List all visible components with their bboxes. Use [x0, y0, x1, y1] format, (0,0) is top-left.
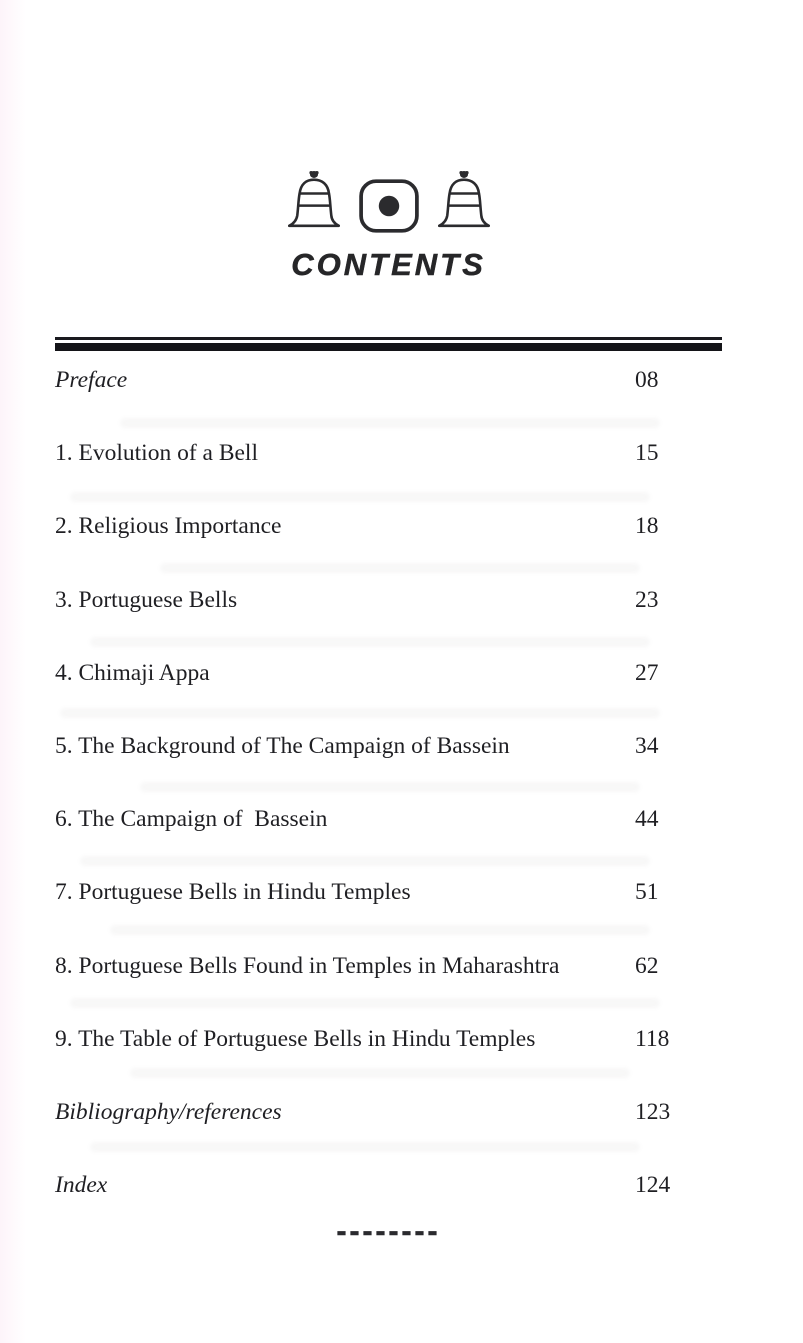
toc-entry-label: 7. Portuguese Bells in Hindu Temples	[55, 879, 411, 906]
toc-entry-label: 1. Evolution of a Bell	[55, 440, 258, 467]
toc-entry	[55, 439, 722, 512]
toc-entry-page: 123	[635, 1098, 671, 1125]
dot-square-icon	[358, 178, 420, 234]
toc-entry	[55, 805, 722, 878]
footer-dashes: --------	[336, 1215, 441, 1248]
toc-entry-label: 5. The Background of The Campaign of Bassein	[55, 732, 510, 759]
bell-icon	[288, 167, 340, 235]
toc-entry	[55, 586, 722, 659]
toc-entry-page: 62	[635, 952, 659, 979]
toc-entry-label: 4. Chimaji Appa	[55, 659, 210, 686]
toc-entry	[55, 1098, 722, 1171]
toc-entry-label: Index	[55, 1172, 108, 1199]
toc-entry-label: 2. Religious Importance	[55, 513, 282, 540]
page-title: CONTENTS	[291, 247, 486, 282]
toc-entry-page: 44	[635, 806, 659, 833]
toc-entry	[55, 732, 722, 805]
toc-entry-page: 18	[635, 513, 659, 540]
toc-entry	[55, 659, 722, 732]
toc-entry-label: Bibliography/references	[55, 1098, 282, 1125]
toc-entry-page: 34	[635, 732, 659, 759]
toc-entry-page: 08	[635, 367, 659, 393]
divider-rule-thin	[55, 337, 722, 340]
toc-entry-label: Preface	[55, 367, 128, 393]
header-decoration	[55, 163, 722, 235]
toc-entry-page: 118	[635, 1025, 670, 1052]
divider-rule-thick	[55, 343, 722, 351]
toc-entry	[55, 366, 722, 439]
toc-entry-label: 3. Portuguese Bells	[55, 586, 238, 613]
toc-entry	[55, 878, 722, 951]
toc-entry-label: 6. The Campaign of Bassein	[55, 806, 328, 833]
toc-entry-label: 9. The Table of Portuguese Bells in Hindu Temples	[55, 1025, 536, 1052]
toc-entry-page: 124	[635, 1172, 671, 1199]
toc-entry-label: 8. Portuguese Bells Found in Temples in Maharashtra	[55, 952, 560, 979]
toc-entry	[55, 512, 722, 585]
toc-entry	[55, 952, 722, 1025]
toc-entry-page: 27	[635, 659, 659, 686]
toc-entry-page: 23	[635, 586, 659, 613]
toc-entry	[55, 1025, 722, 1098]
bell-icon	[438, 167, 490, 235]
toc-entry-page: 51	[635, 879, 659, 906]
toc-list	[55, 366, 722, 1244]
toc-entry-page: 15	[635, 440, 659, 467]
